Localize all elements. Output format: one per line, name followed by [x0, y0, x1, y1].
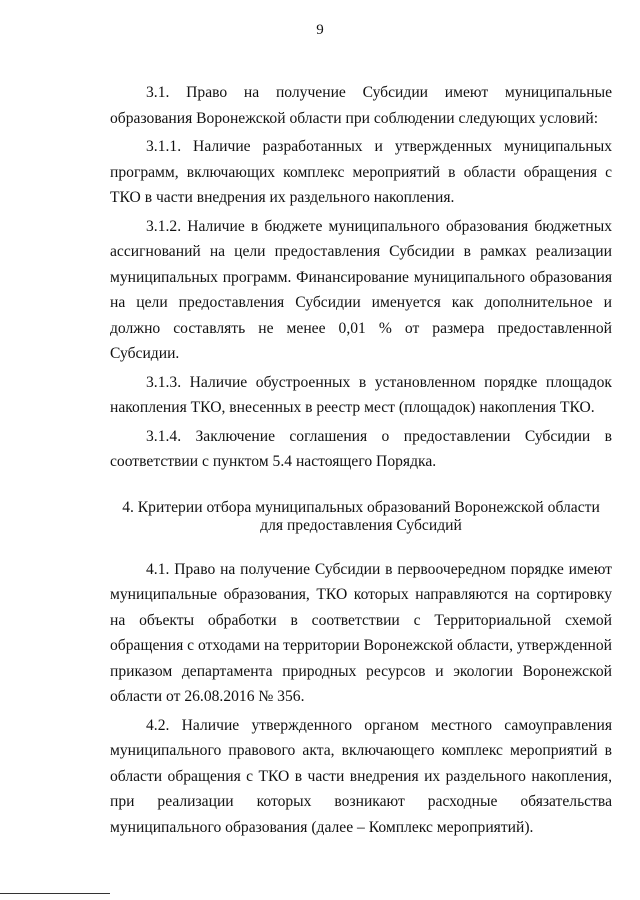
- paragraph-4-1: 4.1. Право на получение Субсидии в первоочередном порядке имеют муниципальные образования, ТКО которых направляются на сортировку на объекты обработки в соответствии с Территориальной схемой обращения с отходами на территории Воронежской области, утвержденной приказом департамента природных ресурсов и экологии Воронежской области от 26.08.2016 № 356.: [110, 560, 612, 705]
- paragraph-3-1: 3.1. Право на получение Субсидии имеют муниципальные образования Воронежской области при соблюдении следующих условий:: [110, 84, 612, 127]
- section-heading-line-1: 4. Критерии отбора муниципальных образований Воронежской области: [122, 498, 600, 516]
- paragraph-3-1-1: 3.1.1. Наличие разработанных и утвержденных муниципальных программ, включающих комплекс мероприятий в области обращения с ТКО в части внедрения их раздельного накопления.: [110, 138, 612, 206]
- footer-divider: [0, 893, 110, 894]
- section-heading-4: [110, 499, 612, 535]
- document-body: [110, 80, 612, 843]
- paragraph-3-1-2: 3.1.2. Наличие в бюджете муниципального образования бюджетных ассигнований на цели предоставления Субсидии в рамках реализации муниципальных программ. Финансирование муниципального образования на цели предоставления Субсидии именуется как дополнительное и должно составлять не менее 0,01 % от размера предоставленной Субсидии.: [110, 217, 612, 362]
- paragraph-3-1-4: 3.1.4. Заключение соглашения о предоставлении Субсидии в соответствии с пунктом 5.4 настоящего Порядка.: [110, 427, 612, 470]
- paragraph-3-1-3: 3.1.3. Наличие обустроенных в установленном порядке площадок накопления ТКО, внесенных в реестр мест (площадок) накопления ТКО.: [110, 373, 612, 416]
- page-number: 9: [316, 22, 324, 38]
- paragraph-4-2: 4.2. Наличие утвержденного органом местного самоуправления муниципального правового акта, включающего комплекс мероприятий в области обращения с ТКО в части внедрения их раздельного накопления, при реализации которых возникают расходные обязательства муниципального образования (далее – Комплекс мероприятий).: [110, 716, 612, 836]
- section-heading-line-2: для предоставления Субсидий: [260, 516, 462, 534]
